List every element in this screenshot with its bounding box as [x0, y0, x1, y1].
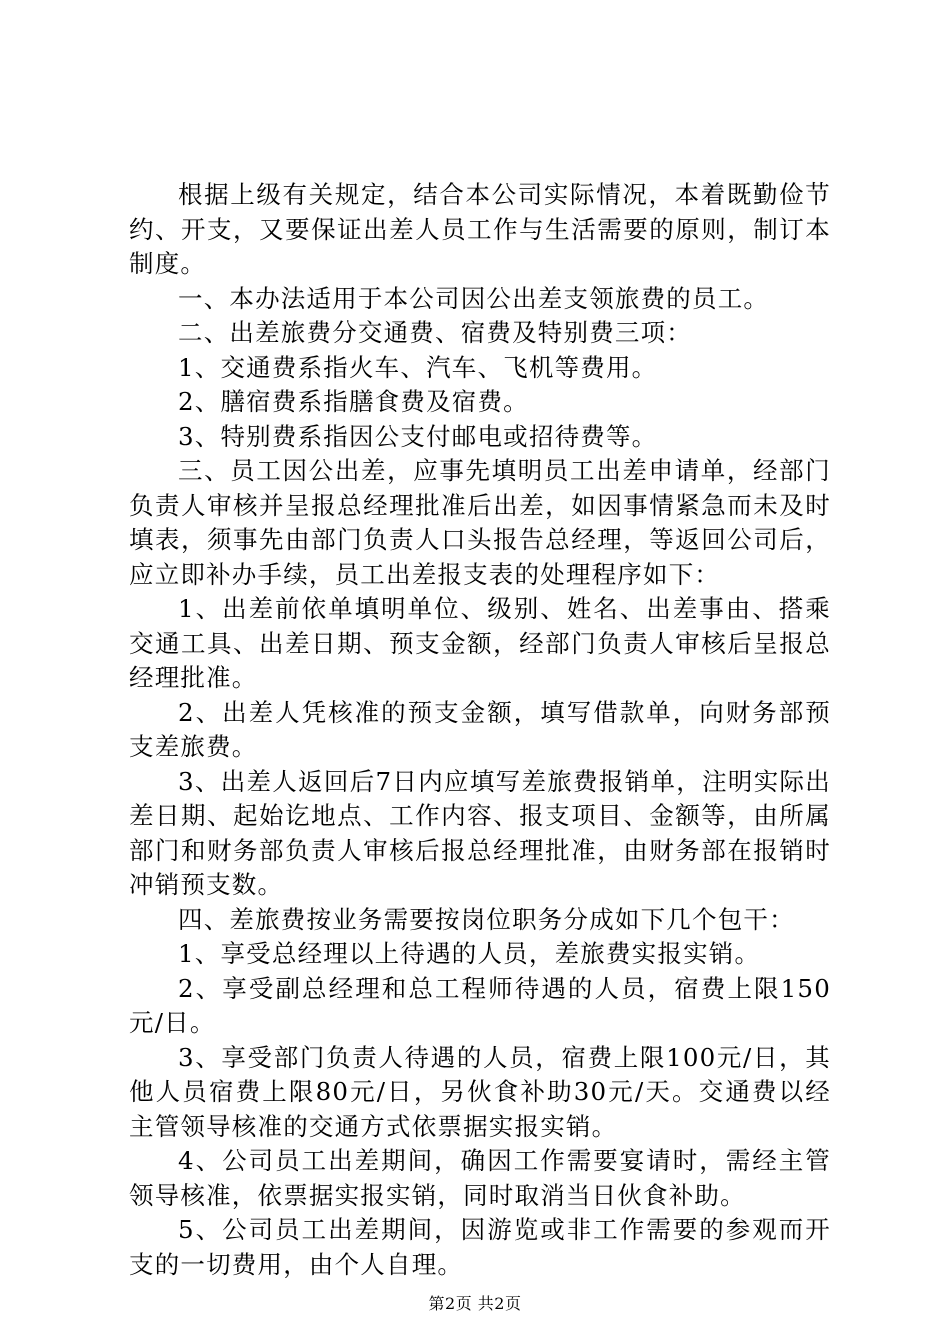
- article-3-item-2: 2、出差人凭核准的预支金额，填写借款单，向财务部预支差旅费。: [129, 697, 831, 761]
- page-number-footer: 第2页 共2页: [428, 1294, 522, 1313]
- article-2-item-1: 1、交通费系指火车、汽车、飞机等费用。: [178, 352, 658, 382]
- article-2-item-2: 2、膳宿费系指膳食费及宿费。: [178, 387, 529, 416]
- article-4-item-4: 4、公司员工出差期间，确因工作需要宴请时，需经主管领导核准，依票据实报实销，同时取消当日伙食补助。: [129, 1146, 831, 1210]
- article-3-item-3: 3、出差人返回后7日内应填写差旅费报销单，注明实际出差日期、起始讫地点、工作内容、报支项目、金额等，由所属部门和财务部负责人审核后报总经理批准，由财务部在报销时冲销预支数。: [129, 766, 831, 899]
- article-4-item-3: 3、享受部门负责人待遇的人员，宿费上限100元/日，其他人员宿费上限80元/日，另伙食补助30元/天。交通费以经主管领导核准的交通方式依票据实报实销。: [129, 1042, 831, 1141]
- article-4-item-2: 2、享受副总经理和总工程师待遇的人员，宿费上限150元/日。: [129, 973, 831, 1037]
- article-2-item-3: 3、特别费系指因公支付邮电或招待费等。: [178, 421, 658, 451]
- article-3: 三、员工因公出差，应事先填明员工出差申请单，经部门负责人审核并呈报总经理批准后出差，如因事情紧急而未及时填表，须事先由部门负责人口头报告总经理，等返回公司后，应立即补办手续，员工出差报支表的处理程序如下：: [129, 456, 831, 589]
- article-4: 四、差旅费按业务需要按岗位职务分成如下几个包干：: [178, 904, 795, 934]
- article-4-item-5: 5、公司员工出差期间，因游览或非工作需要的参观而开支的一切费用，由个人自理。: [129, 1215, 831, 1279]
- article-4-item-1: 1、享受总经理以上待遇的人员，差旅费实报实销。: [178, 939, 761, 968]
- article-2: 二、出差旅费分交通费、宿费及特别费三项：: [178, 318, 692, 347]
- intro-paragraph: 根据上级有关规定，结合本公司实际情况，本着既勤俭节约、开支，又要保证出差人员工作与生活需要的原则，制订本制度。: [129, 180, 831, 278]
- article-1: 一、本办法适用于本公司因公出差支领旅费的员工。: [178, 283, 770, 313]
- document-body: [129, 178, 831, 1282]
- article-3-item-1: 1、出差前依单填明单位、级别、姓名、出差事由、搭乘交通工具、出差日期、预支金额，经部门负责人审核后呈报总经理批准。: [129, 594, 831, 692]
